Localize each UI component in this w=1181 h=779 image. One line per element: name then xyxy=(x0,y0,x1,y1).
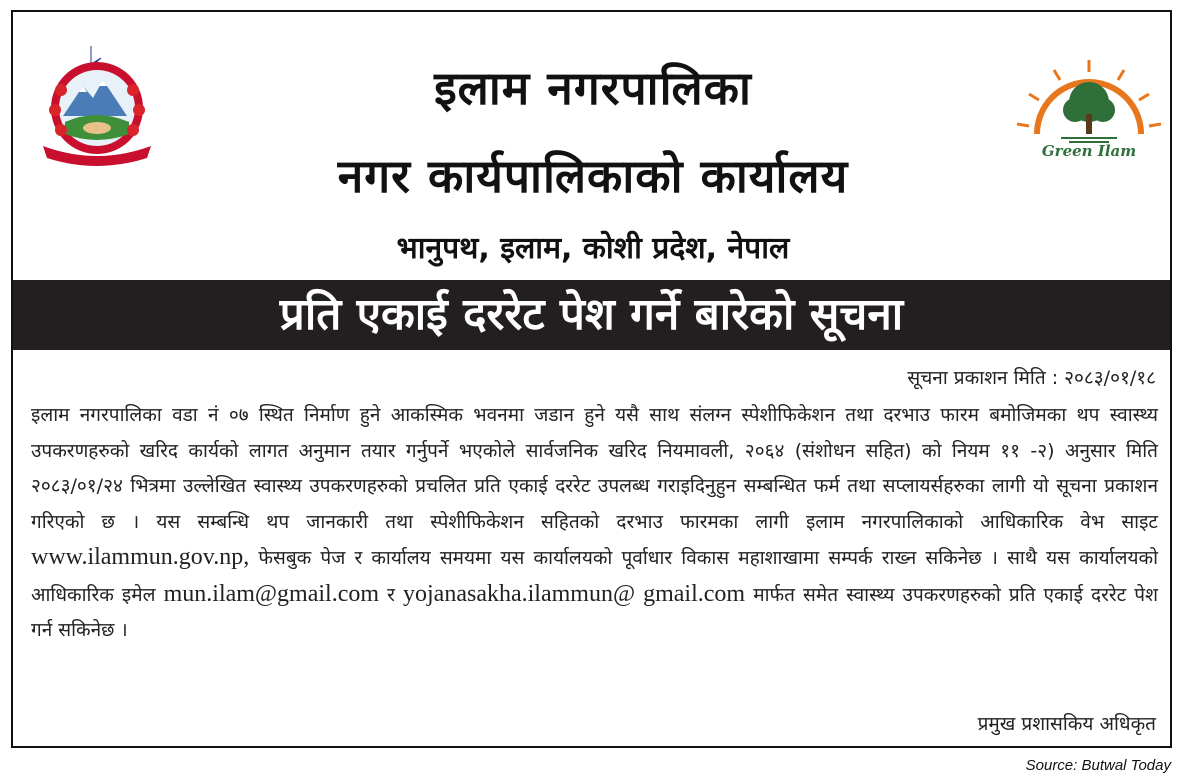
green-ilam-logo xyxy=(1009,54,1169,166)
notice-title-banner: प्रति एकाई दररेट पेश गर्ने बारेको सूचना xyxy=(13,280,1170,350)
publication-date: सूचना प्रकाशन मिति : २०८३/०१/१८ xyxy=(907,367,1156,389)
notice-document xyxy=(11,10,1172,748)
signatory-title: प्रमुख प्रशासकिय अधिकृत xyxy=(977,713,1156,735)
website-link[interactable]: www.ilammun.gov.np, xyxy=(31,544,250,570)
notice-body-part2: फेसबुक पेज र कार्यालय समयमा यस कार्यालयको पूर्वाधार विकास महाशाखामा सम्पर्क राख्न सकिनेछ । साथै यस कार्यालयको आधिकारिक इमेल xyxy=(31,547,1158,606)
nepal-emblem-icon xyxy=(35,42,159,172)
green-ilam-logo-text: Green Ilam xyxy=(1041,142,1137,160)
source-credit: Source: Butwal Today xyxy=(1025,757,1171,774)
municipality-title: इलाम नगरपालिका xyxy=(434,61,752,115)
notice-body-conj: र xyxy=(387,583,395,606)
green-ilam-tree-icon xyxy=(1009,54,1169,146)
notice-body xyxy=(31,398,1158,649)
notice-body-part1: इलाम नगरपालिका वडा नं ०७ स्थित निर्माण हुने आकस्मिक भवनमा जडान हुने यसै साथ संलग्न स्पेशीफिकेशन तथा दरभाउ फारम बमोजिमका थप स्वास्थ्य उपकरणहरुको खरिद कार्यको लागत अनुमान तयार गर्नुपर्ने भएकोले सार्वजनिक खरिद नियमावली, २०६४ (संशोधन सहित) को नियम ११ -२) अनुसार मिति २०८३/०१/२४ भित्रमा उल्लेखित स्वास्थ्य उपकरणहरुको प्रचलित प्रति एकाई दररेट उपलब्ध गराइदिनुहुन सम्बन्धित फर्म तथा सप्लायर्सहरुका लागी यो सूचना प्रकाशन गरिएको छ । यस सम्बन्धि थप जानकारी तथा स्पेशीफिकेशन सहितको दरभाउ फारमका लागी इलाम नगरपालिकाको आधिकारिक वेभ साइट xyxy=(31,404,1158,533)
office-address: भानुपथ, इलाम, कोशी प्रदेश, नेपाल xyxy=(396,231,790,266)
notice-body-part3: मार्फत समेत स्वास्थ्य उपकरणहरुको प्रति एकाई दररेट पेश गर्न सकिनेछ । xyxy=(31,583,1159,641)
email-link-secondary[interactable]: yojanasakha.ilammun@ gmail.com xyxy=(403,580,746,607)
office-title: नगर कार्यपालिकाको कार्यालय xyxy=(337,149,849,203)
email-link-primary[interactable]: mun.ilam@gmail.com xyxy=(163,580,380,607)
